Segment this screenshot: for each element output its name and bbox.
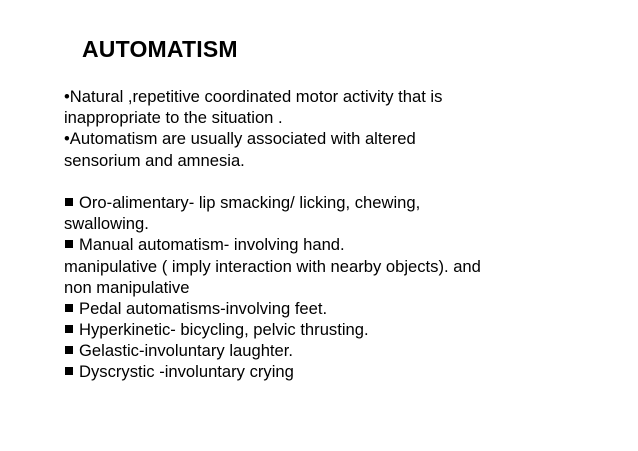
- body-line: swallowing.: [64, 214, 149, 234]
- slide-body: [64, 86, 624, 383]
- bullet-text: Dyscrystic -involuntary crying: [79, 362, 294, 382]
- body-line: inappropriate to the situation .: [64, 108, 283, 128]
- bullet-text: Manual automatism- involving hand.: [79, 235, 345, 255]
- square-bullet-icon: [65, 198, 73, 206]
- square-bullet-icon: [65, 367, 73, 375]
- slide-title: AUTOMATISM: [82, 36, 238, 62]
- body-line: non manipulative: [64, 277, 190, 297]
- square-bullet-icon: [65, 304, 73, 312]
- bullet-text: Hyperkinetic- bicycling, pelvic thrusting.: [79, 320, 369, 340]
- blank-line: [64, 171, 624, 192]
- body-line: •Natural ,repetitive coordinated motor activity that is: [64, 87, 443, 106]
- body-line: sensorium and amnesia.: [64, 150, 245, 170]
- square-bullet-icon: [65, 325, 73, 333]
- square-bullet-icon: [65, 240, 73, 248]
- bullet-item: [64, 298, 624, 319]
- bullet-item: [64, 234, 624, 255]
- bullet-item: [64, 340, 624, 361]
- bullet-text: Oro-alimentary- lip smacking/ licking, chewing,: [79, 192, 421, 212]
- bullet-item: [64, 192, 624, 213]
- square-bullet-icon: [65, 346, 73, 354]
- body-line: •Automatism are usually associated with altered: [64, 129, 416, 149]
- body-line: manipulative ( imply interaction with nearby objects). and: [64, 256, 481, 276]
- bullet-text: Pedal automatisms-involving feet.: [79, 298, 328, 318]
- bullet-item: [64, 319, 624, 340]
- bullet-item: [64, 361, 624, 382]
- bullet-text: Gelastic-involuntary laughter.: [79, 341, 293, 361]
